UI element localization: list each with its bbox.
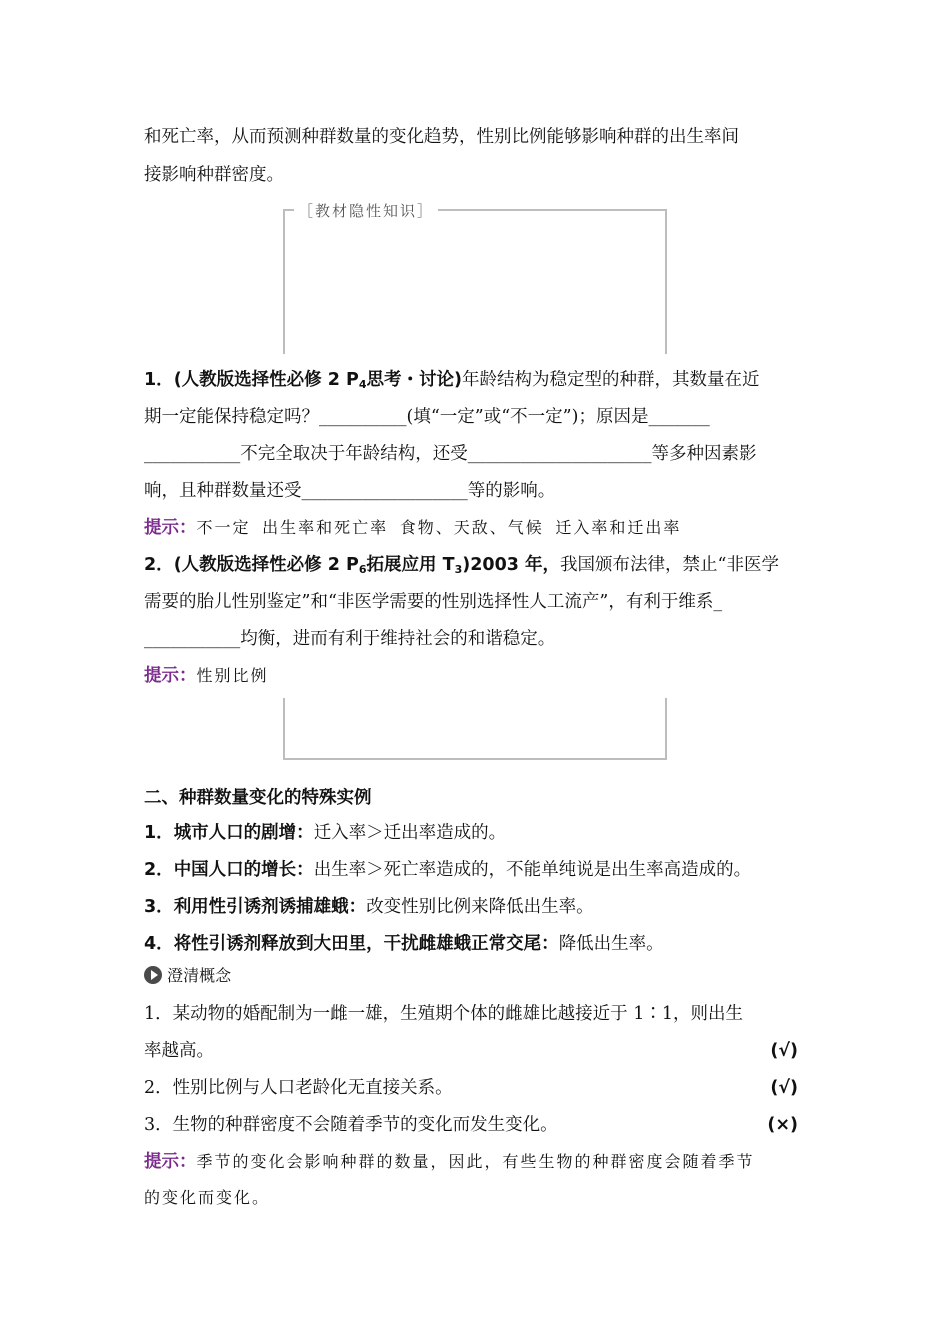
knowledge-box-label: ［教材隐性知识］ [294,200,438,221]
section-2-item: 4．将性引诱剂释放到大田里，干扰雌雄蛾正常交尾：降低出生率。 [144,934,664,954]
judgement-mark: (√) [770,1078,798,1098]
q1-number: 1． [144,370,174,390]
q2-text: 我国颁布法律，禁止“非医学 [560,555,779,575]
section-2-item: 1．城市人口的剧增：迁入率＞迁出率造成的。 [144,823,507,843]
knowledge-box-frame-top [283,209,667,354]
section-2-item: 2．中国人口的增长：出生率＞死亡率造成的，不能单纯说是出生率高造成的。 [144,860,752,880]
q2-line-3: ___________均衡，进而有利于维持社会的和谐稳定。 [144,629,556,649]
hint-text: 不一定 出生率和死亡率 食物、天敌、气候 迁入率和迁出率 [196,518,682,537]
judgement-mark: (×) [767,1115,798,1135]
concept-hint-line-1 [144,1150,808,1174]
concept-header [144,964,808,988]
hint-label: 提示： [144,1152,197,1172]
intro-line-2: 接影响种群密度。 [144,165,284,185]
q2-line-1 [144,553,808,582]
concept-title: 澄清概念 [167,966,232,985]
q1-line-1 [144,368,808,397]
statement-3: 3．生物的种群密度不会随着季节的变化而发生变化。 (×) [144,1115,798,1135]
hint-text: 的变化而变化。 [144,1188,271,1207]
q2-source: (人教版选择性必修 2 $P_6$拓展应用 $T_3)2003$ 年， [173,555,561,576]
statement-2: 2．性别比例与人口老龄化无直接关系。 (√) [144,1078,798,1098]
section-2-item: 3．利用性引诱剂诱捕雄蛾：改变性别比例来降低出生率。 [144,897,594,917]
statement-1-line-2: 率越高。 (√) [144,1041,798,1061]
intro-line-1: 和死亡率，从而预测种群数量的变化趋势，性别比例能够影响种群的出生率间 [144,127,739,147]
hint-text: 性别比例 [196,666,269,685]
hint-label: 提示： [144,518,197,538]
q1-hint [144,516,808,540]
q1-line-2: 期一定能保持稳定吗？__________(填“一定”或“不一定”)；原因是_______ [144,407,710,427]
q1-text: 年龄结构为稳定型的种群，其数量在近 [462,370,760,390]
concept-hint-line-2 [144,1186,808,1210]
play-icon [144,966,162,984]
q2-line-2: 需要的胎儿性别鉴定”和“非医学需要的性别选择性人工流产”，有利于维系_ [144,592,723,612]
frame-gap [285,235,663,257]
judgement-mark: (√) [770,1041,798,1061]
hint-text: 季节的变化会影响种群的数量，因此，有些生物的种群密度会随着季节 [196,1152,755,1171]
q2-number: 2． [144,555,174,575]
q1-source: (人教版选择性必修 2 $P_4$思考・讨论) [173,370,463,391]
hint-label: 提示： [144,666,197,686]
q1-line-4: 响，且种群数量还受___________________等的影响。 [144,481,556,501]
knowledge-box-frame-bottom [283,698,667,760]
section-2-title: 二、种群数量变化的特殊实例 [144,788,372,808]
q1-line-3: ___________不完全取决于年龄结构，还受_____________________等多种因素影 [144,444,757,464]
q2-hint [144,664,808,688]
statement-1-line-1: 1．某动物的婚配制为一雌一雄，生殖期个体的雌雄比越接近于 1∶1，则出生 [144,1004,743,1024]
